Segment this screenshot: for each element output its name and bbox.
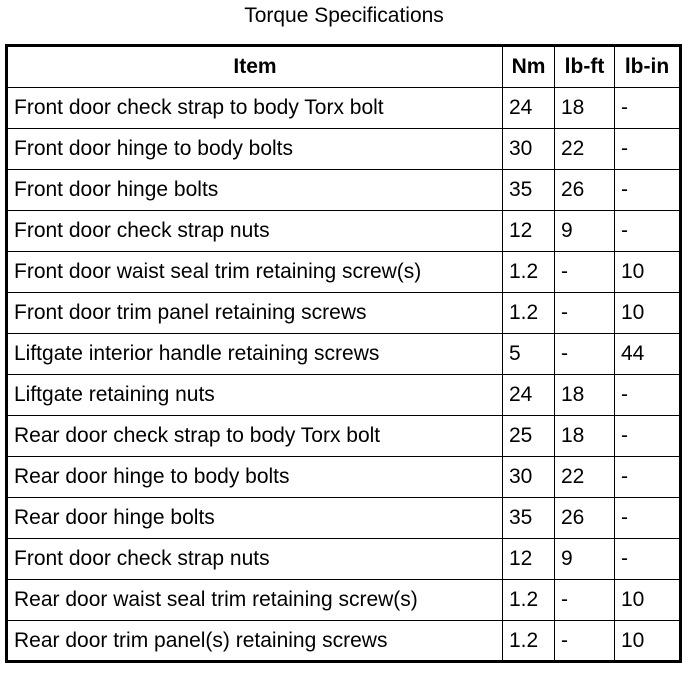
cell-lb-ft: - — [555, 621, 615, 662]
cell-lb-in: - — [615, 211, 681, 252]
cell-nm: 30 — [503, 457, 555, 498]
table-row — [7, 129, 681, 170]
cell-lb-ft: 22 — [555, 457, 615, 498]
cell-lb-ft: - — [555, 293, 615, 334]
cell-lb-in: - — [615, 457, 681, 498]
cell-lb-ft: - — [555, 580, 615, 621]
torque-spec-table — [5, 44, 682, 663]
cell-lb-in: - — [615, 88, 681, 129]
cell-item: Front door check strap to body Torx bolt — [7, 88, 503, 129]
table-row — [7, 539, 681, 580]
header-item: Item — [7, 46, 503, 88]
table-row — [7, 170, 681, 211]
cell-lb-ft: 26 — [555, 498, 615, 539]
header-lb-in: lb-in — [615, 46, 681, 88]
cell-item: Front door hinge bolts — [7, 170, 503, 211]
table-row — [7, 498, 681, 539]
cell-lb-ft: - — [555, 252, 615, 293]
cell-nm: 12 — [503, 211, 555, 252]
cell-lb-in: 10 — [615, 252, 681, 293]
cell-item: Front door trim panel retaining screws — [7, 293, 503, 334]
cell-lb-ft: 18 — [555, 375, 615, 416]
cell-lb-ft: 18 — [555, 88, 615, 129]
cell-nm: 25 — [503, 416, 555, 457]
cell-nm: 1.2 — [503, 293, 555, 334]
cell-nm: 1.2 — [503, 580, 555, 621]
cell-lb-ft: 9 — [555, 539, 615, 580]
table-row — [7, 621, 681, 662]
cell-nm: 24 — [503, 88, 555, 129]
cell-item: Liftgate interior handle retaining screws — [7, 334, 503, 375]
cell-lb-ft: 22 — [555, 129, 615, 170]
cell-lb-ft: - — [555, 334, 615, 375]
cell-item: Rear door hinge to body bolts — [7, 457, 503, 498]
cell-item: Rear door waist seal trim retaining screw(s) — [7, 580, 503, 621]
cell-item: Rear door hinge bolts — [7, 498, 503, 539]
cell-nm: 24 — [503, 375, 555, 416]
header-lb-ft: lb-ft — [555, 46, 615, 88]
cell-item: Liftgate retaining nuts — [7, 375, 503, 416]
table-row — [7, 252, 681, 293]
cell-nm: 35 — [503, 498, 555, 539]
cell-nm: 35 — [503, 170, 555, 211]
cell-lb-ft: 18 — [555, 416, 615, 457]
cell-nm: 1.2 — [503, 621, 555, 662]
table-row — [7, 375, 681, 416]
cell-item: Front door check strap nuts — [7, 539, 503, 580]
cell-lb-ft: 9 — [555, 211, 615, 252]
cell-item: Rear door check strap to body Torx bolt — [7, 416, 503, 457]
cell-nm: 5 — [503, 334, 555, 375]
cell-lb-in: - — [615, 539, 681, 580]
cell-lb-in: - — [615, 498, 681, 539]
table-row — [7, 416, 681, 457]
table-row — [7, 88, 681, 129]
cell-nm: 1.2 — [503, 252, 555, 293]
table-row — [7, 211, 681, 252]
table-row — [7, 580, 681, 621]
cell-lb-in: 10 — [615, 621, 681, 662]
page-title: Torque Specifications — [244, 4, 444, 27]
cell-lb-in: 44 — [615, 334, 681, 375]
cell-lb-in: - — [615, 129, 681, 170]
cell-lb-ft: 26 — [555, 170, 615, 211]
table-row — [7, 293, 681, 334]
cell-lb-in: 10 — [615, 293, 681, 334]
cell-lb-in: - — [615, 416, 681, 457]
cell-lb-in: - — [615, 170, 681, 211]
cell-nm: 12 — [503, 539, 555, 580]
cell-nm: 30 — [503, 129, 555, 170]
cell-lb-in: - — [615, 375, 681, 416]
table-header-row — [7, 46, 681, 88]
cell-item: Front door hinge to body bolts — [7, 129, 503, 170]
cell-item: Front door check strap nuts — [7, 211, 503, 252]
cell-item: Front door waist seal trim retaining screw(s) — [7, 252, 503, 293]
cell-lb-in: 10 — [615, 580, 681, 621]
cell-item: Rear door trim panel(s) retaining screws — [7, 621, 503, 662]
header-nm: Nm — [503, 46, 555, 88]
table-row — [7, 457, 681, 498]
table-row — [7, 334, 681, 375]
